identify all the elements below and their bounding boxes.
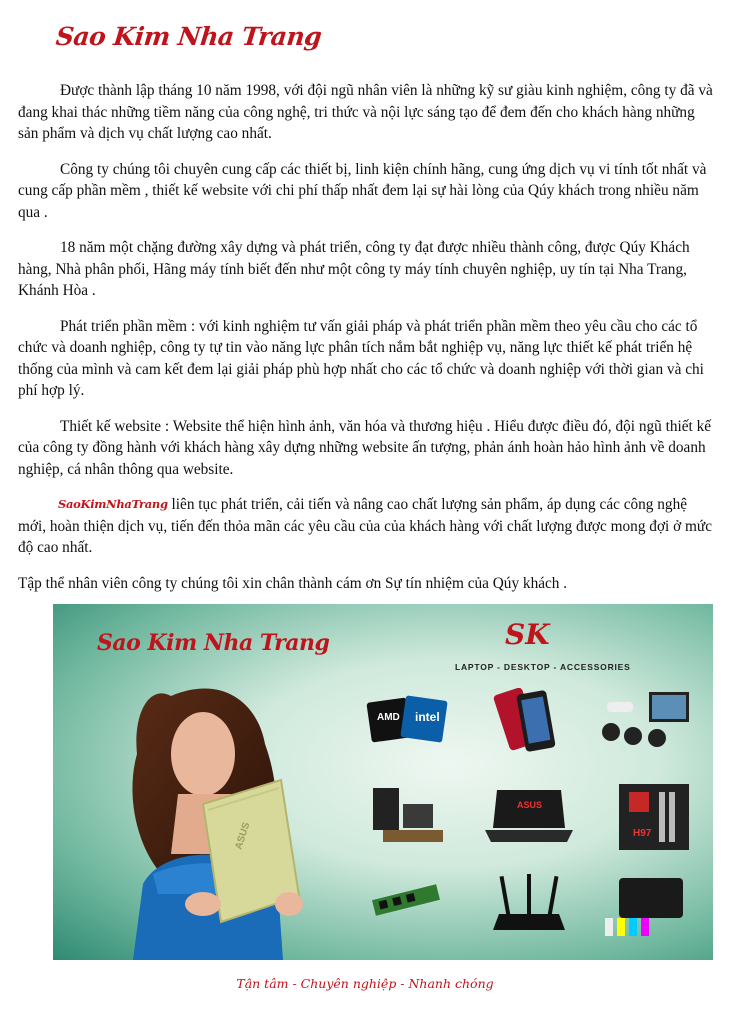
cpu-chips-icon — [363, 688, 459, 754]
commitment-text: liên tục phát triển, cải tiến và nâng cao chất lượng sản phẩm, áp dụng các công nghệ mới, hoàn thiện dịch vụ, tiến đến thỏa mãn các yêu cầu của của khách hàng với chất lượng được mong đợi ở mức độ cao nhất. — [18, 496, 712, 556]
banner-tagline: LAPTOP - DESKTOP - ACCESSORIES — [455, 662, 631, 672]
security-cameras-icon — [599, 688, 695, 754]
product-grid — [363, 688, 703, 950]
services-paragraph — [18, 159, 718, 224]
thanks-text: Tập thể nhân viên công ty chúng tôi xin chân thành cám ơn Sự tín nhiệm của Qúy khách . — [18, 574, 568, 592]
wifi-router-icon — [481, 874, 577, 940]
printer-ink-icon — [599, 874, 695, 940]
company-introduction — [18, 80, 718, 608]
intel-label: intel — [415, 710, 440, 724]
laptop-model-label: ASUS — [517, 800, 543, 810]
intro-text: Được thành lập tháng 10 năm 1998, với đội ngũ nhân viên là những kỹ sư giàu kinh nghiệm, công ty đã và đang khai thác những tiềm năng của công nghệ, tri thức và nội lực sáng tạo để đem đến cho khách hàng những sản phẩm và dịch vụ chất lượng cao nhất. — [18, 82, 713, 142]
software-paragraph — [18, 316, 718, 402]
inline-brand-logo: SaoKimNhaTrang — [58, 497, 168, 511]
history-paragraph — [18, 237, 718, 302]
history-text: 18 năm một chặng đường xây dựng và phát triển, công ty đạt được nhiều thành công, được Qúy Khách hàng, Nhà phân phối, Hãng máy tính biết đến như một công ty máy tính chuyên nghiệp, uy tín tại Nha Trang, Khánh Hòa . — [18, 239, 690, 299]
laptop-brand-label: ASUS — [233, 821, 253, 851]
website-paragraph — [18, 416, 718, 481]
thanks-paragraph — [18, 573, 718, 595]
laptop-icon — [481, 784, 577, 850]
banner-brand-logo: Sao Kim Nha Trang — [97, 630, 330, 656]
software-text: Phát triển phần mềm : với kinh nghiệm tư vấn giải pháp và phát triển phần mềm theo yêu cầu cho các tổ chức và doanh nghiệp, công ty tự tin vào năng lực phân tích nắm bắt nghiệp vụ, năng lực thiết kế phát triển hệ thống của mình và cam kết đem lại giải pháp phù hợp nhất cho các tổ chức và doanh nghiệp với thời gian và chi phí hợp lý. — [18, 317, 704, 399]
footer-slogan: Tận tâm - Chuyên nghiệp - Nhanh chóng — [236, 976, 494, 991]
commitment-paragraph — [18, 494, 718, 559]
desktop-parts-icon — [363, 784, 459, 850]
brand-logo: Sao Kim Nha Trang — [54, 22, 323, 51]
promo-banner — [53, 604, 713, 960]
intro-paragraph — [18, 80, 718, 145]
sk-brand-mark: SK — [505, 618, 550, 651]
tablets-icon — [481, 688, 577, 754]
motherboard-icon — [599, 784, 695, 850]
motherboard-model-label: H97 — [633, 828, 652, 839]
website-text: Thiết kế website : Website thể hiện hình ảnh, văn hóa và thương hiệu . Hiểu được điều đó, đội ngũ thiết kế của công ty đồng hành với khách hàng xây dựng những website ấn tượng, phản ánh hoàn hảo hình ảnh về doanh nghiệp, cá nhân thông qua website. — [18, 417, 712, 478]
services-text: Công ty chúng tôi chuyên cung cấp các thiết bị, linh kiện chính hãng, cung ứng dịch vụ vi tính tốt nhất và cung cấp phần mềm , thiết kế website với chi phí thấp nhất đem lại sự hài lòng của Qúy khách trong nhiều năm qua . — [18, 160, 707, 221]
ram-stick-icon — [363, 874, 459, 940]
amd-label: AMD — [377, 712, 400, 723]
model-with-laptop-image — [53, 604, 353, 960]
